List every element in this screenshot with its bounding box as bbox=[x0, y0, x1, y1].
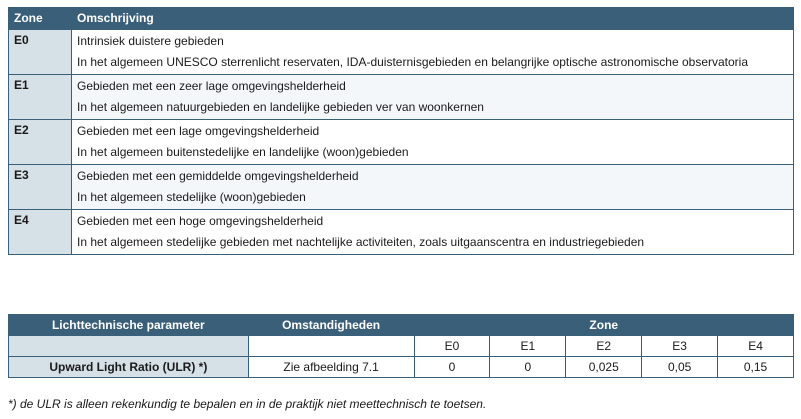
zones-table bbox=[8, 7, 794, 255]
zone-detail: In het algemeen natuurgebieden en landelijke gebieden ver van woonkernen bbox=[77, 100, 484, 114]
empty-cell bbox=[9, 336, 249, 357]
zone-header: Zone bbox=[9, 8, 72, 30]
zone-detail: In het algemeen UNESCO sterrenlicht reservaten, IDA-duisternisgebieden en belangrijke optische astronomische observatoria bbox=[77, 55, 749, 69]
zone-subheader-row bbox=[9, 336, 794, 357]
zones-header-row bbox=[9, 8, 794, 30]
zone-description bbox=[72, 30, 794, 75]
zone-column-e3: E3 bbox=[642, 336, 718, 357]
zone-code: E1 bbox=[9, 75, 72, 120]
zone-title: Gebieden met een lage omgevingshelderheid bbox=[77, 124, 320, 138]
zone-column-e0: E0 bbox=[414, 336, 490, 357]
zone-title: Gebieden met een hoge omgevingshelderheid bbox=[77, 214, 324, 228]
zone-group-header: Zone bbox=[414, 315, 793, 336]
zone-code: E0 bbox=[9, 30, 72, 75]
zone-detail: In het algemeen buitenstedelijke en landelijke (woon)gebieden bbox=[77, 145, 409, 159]
description-header: Omschrijving bbox=[72, 8, 794, 30]
zone-detail: In het algemeen stedelijke gebieden met nachtelijke activiteiten, zoals uitgaanscentra en industriegebieden bbox=[77, 235, 645, 249]
parameters-table bbox=[8, 314, 794, 378]
zone-description bbox=[72, 120, 794, 165]
zone-code: E4 bbox=[9, 210, 72, 255]
zone-row-e3 bbox=[9, 165, 794, 210]
value-e1: 0 bbox=[490, 357, 566, 378]
zone-description bbox=[72, 75, 794, 120]
zone-title: Gebieden met een zeer lage omgevingshelderheid bbox=[77, 79, 346, 93]
value-e4: 0,15 bbox=[718, 357, 794, 378]
value-e3: 0,05 bbox=[642, 357, 718, 378]
zone-column-e4: E4 bbox=[718, 336, 794, 357]
parameter-header: Lichttechnische parameter bbox=[9, 315, 249, 336]
zone-title: Gebieden met een gemiddelde omgevingshelderheid bbox=[77, 169, 359, 183]
zone-code: E2 bbox=[9, 120, 72, 165]
empty-cell bbox=[248, 336, 414, 357]
ulr-row bbox=[9, 357, 794, 378]
value-e2: 0,025 bbox=[566, 357, 642, 378]
zone-column-e2: E2 bbox=[566, 336, 642, 357]
zone-row-e1 bbox=[9, 75, 794, 120]
zone-row-e2 bbox=[9, 120, 794, 165]
condition-header: Omstandigheden bbox=[248, 315, 414, 336]
condition-value: Zie afbeelding 7.1 bbox=[248, 357, 414, 378]
zone-code: E3 bbox=[9, 165, 72, 210]
zone-column-e1: E1 bbox=[490, 336, 566, 357]
zone-description bbox=[72, 165, 794, 210]
zone-row-e0 bbox=[9, 30, 794, 75]
zone-description bbox=[72, 210, 794, 255]
footnote: *) de ULR is alleen rekenkundig te bepalen en in de praktijk niet meettechnisch te toetsen. bbox=[8, 397, 487, 411]
zone-title: Intrinsiek duistere gebieden bbox=[77, 34, 224, 48]
parameter-name: Upward Light Ratio (ULR) *) bbox=[9, 357, 249, 378]
zone-row-e4 bbox=[9, 210, 794, 255]
value-e0: 0 bbox=[414, 357, 490, 378]
params-header-row bbox=[9, 315, 794, 336]
zone-detail: In het algemeen stedelijke (woon)gebieden bbox=[77, 190, 306, 204]
